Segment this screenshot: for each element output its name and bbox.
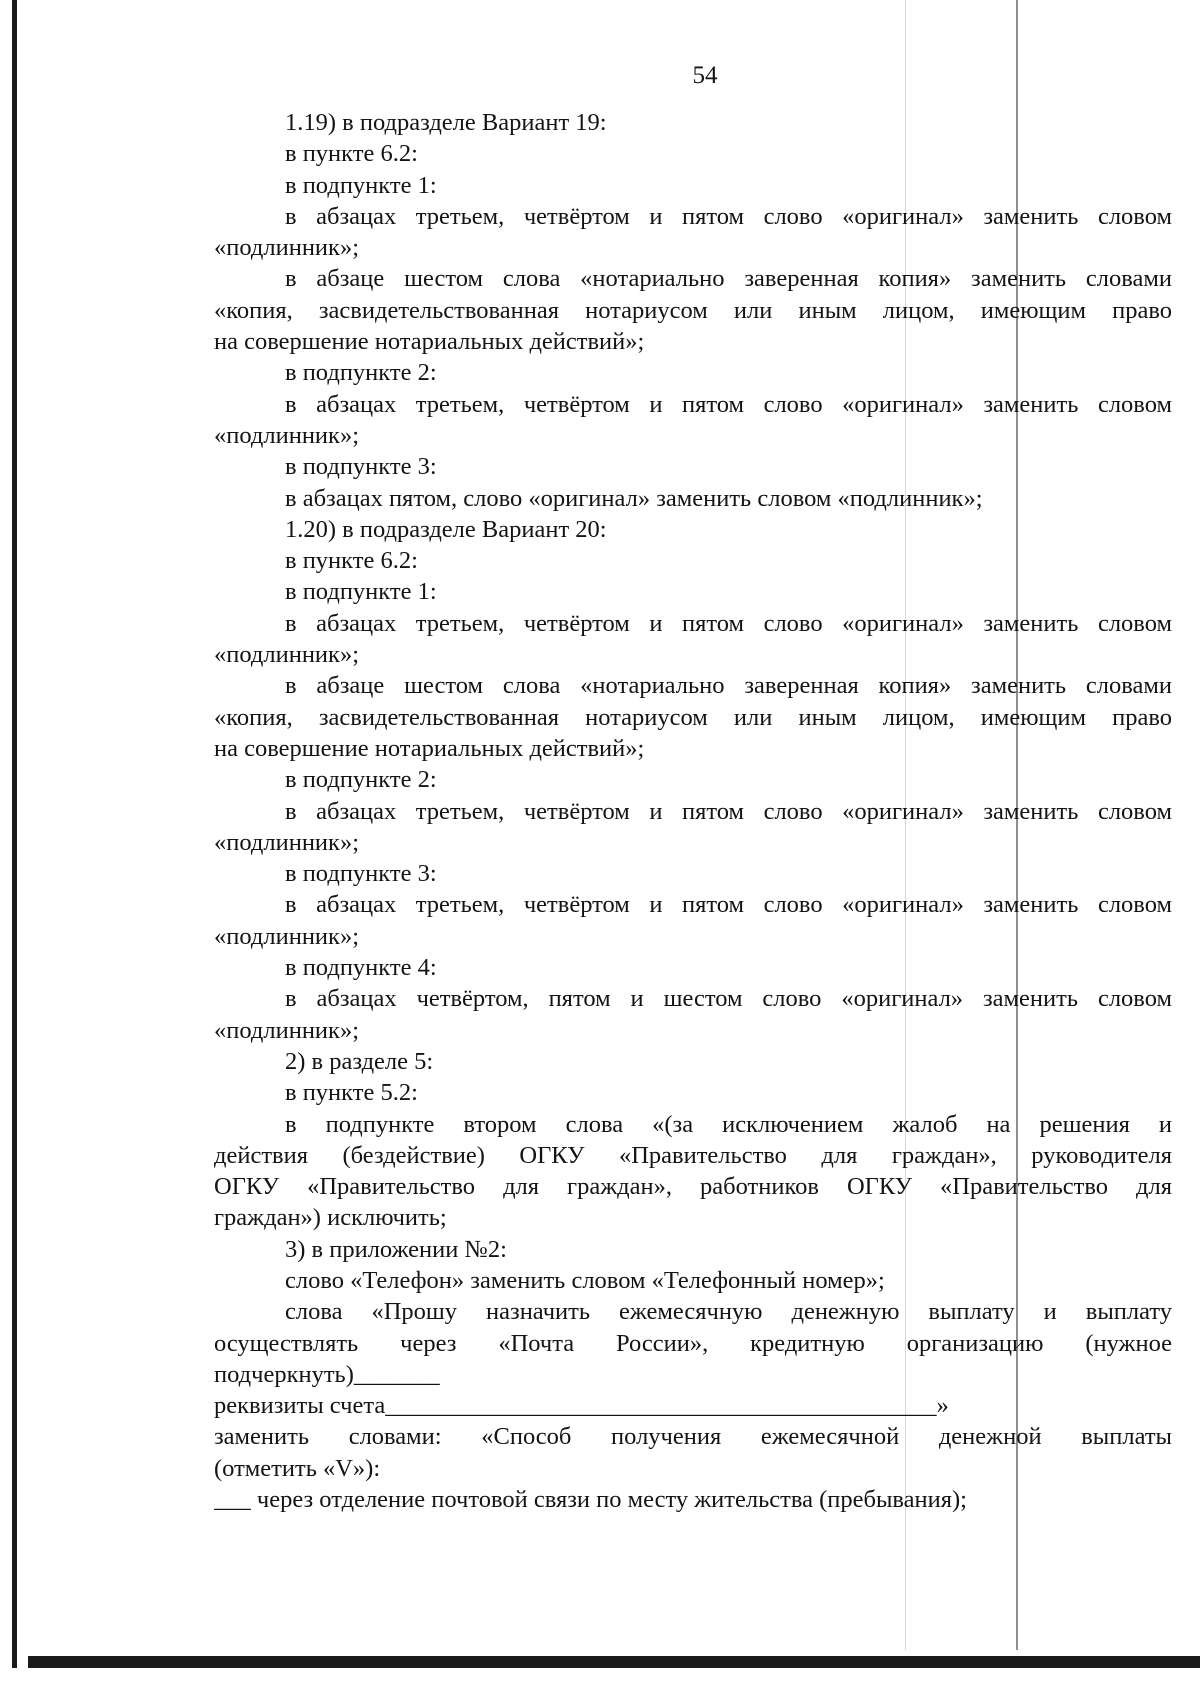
text-line: в абзацах третьем, четвёртом и пятом слово «оригинал» заменить словом <box>285 797 1172 825</box>
text-line: в абзацах третьем, четвёртом и пятом слово «оригинал» заменить словом <box>285 390 1172 418</box>
text-line: в подпункте 1: <box>285 578 437 606</box>
scan-bottom-border <box>28 1656 1200 1668</box>
text-line: в абзацах пятом, слово «оригинал» заменить словом «подлинник»; <box>285 484 983 512</box>
text-line: слова «Прошу назначить ежемесячную денежную выплату и выплату <box>285 1298 1172 1326</box>
text-line: действия (бездействие) ОГКУ «Правительство для граждан», руководителя <box>214 1141 1172 1169</box>
text-line: «подлинник»; <box>214 234 360 262</box>
text-line: заменить словами: «Способ получения ежемесячной денежной выплаты <box>214 1423 1172 1451</box>
text-line: в подпункте 4: <box>285 954 437 982</box>
text-line: «подлинник»; <box>214 421 360 449</box>
scan-left-border <box>12 0 17 1668</box>
text-line: «подлинник»; <box>214 828 360 856</box>
text-line: в подпункте 3: <box>285 860 437 888</box>
text-line: в абзацах третьем, четвёртом и пятом слово «оригинал» заменить словом <box>285 891 1172 919</box>
text-line: на совершение нотариальных действий»; <box>214 734 645 762</box>
document-body <box>214 107 1172 1515</box>
text-line: в подпункте 2: <box>285 766 437 794</box>
text-line: в подпункте 1: <box>285 171 437 199</box>
text-line: в пункте 6.2: <box>285 547 418 575</box>
text-line: 1.20) в подразделе Вариант 20: <box>285 515 607 543</box>
text-line: в абзацах четвёртом, пятом и шестом слово «оригинал» заменить словом <box>285 985 1172 1013</box>
text-line: ___ через отделение почтовой связи по месту жительства (пребывания); <box>214 1486 967 1514</box>
text-line: в подпункте 2: <box>285 359 437 387</box>
page-number: 54 <box>692 62 718 89</box>
text-line: в пункте 5.2: <box>285 1079 418 1107</box>
text-line: граждан») исключить; <box>214 1204 447 1232</box>
text-line: в абзаце шестом слова «нотариально заверенная копия» заменить словами <box>285 672 1172 700</box>
text-line: 2) в разделе 5: <box>285 1047 434 1075</box>
text-line: «копия, засвидетельствованная нотариусом или иным лицом, имеющим право <box>214 703 1172 731</box>
text-line: в пункте 6.2: <box>285 140 418 168</box>
text-line: осуществлять через «Почта России», кредитную организацию (нужное <box>214 1329 1172 1357</box>
text-line: «подлинник»; <box>214 922 360 950</box>
text-line: подчеркнуть)_______ <box>214 1360 440 1388</box>
text-line: в подпункте 3: <box>285 453 437 481</box>
text-line: (отметить «V»): <box>214 1454 381 1482</box>
text-line: на совершение нотариальных действий»; <box>214 328 645 356</box>
text-line: 1.19) в подразделе Вариант 19: <box>285 109 607 136</box>
text-line: «подлинник»; <box>214 641 360 669</box>
text-line: реквизиты счета_____________________________________________» <box>214 1392 949 1420</box>
text-line: «копия, засвидетельствованная нотариусом или иным лицом, имеющим право <box>214 296 1172 324</box>
text-line: 3) в приложении №2: <box>285 1235 507 1263</box>
text-line: в подпункте втором слова «(за исключением жалоб на решения и <box>285 1110 1172 1138</box>
text-line: в абзацах третьем, четвёртом и пятом слово «оригинал» заменить словом <box>285 202 1172 230</box>
text-line: в абзаце шестом слова «нотариально заверенная копия» заменить словами <box>285 265 1172 293</box>
text-line: слово «Телефон» заменить словом «Телефонный номер»; <box>285 1266 885 1294</box>
text-line: ОГКУ «Правительство для граждан», работников ОГКУ «Правительство для <box>214 1173 1172 1201</box>
text-line: в абзацах третьем, четвёртом и пятом слово «оригинал» заменить словом <box>285 609 1172 637</box>
text-line: «подлинник»; <box>214 1016 360 1044</box>
